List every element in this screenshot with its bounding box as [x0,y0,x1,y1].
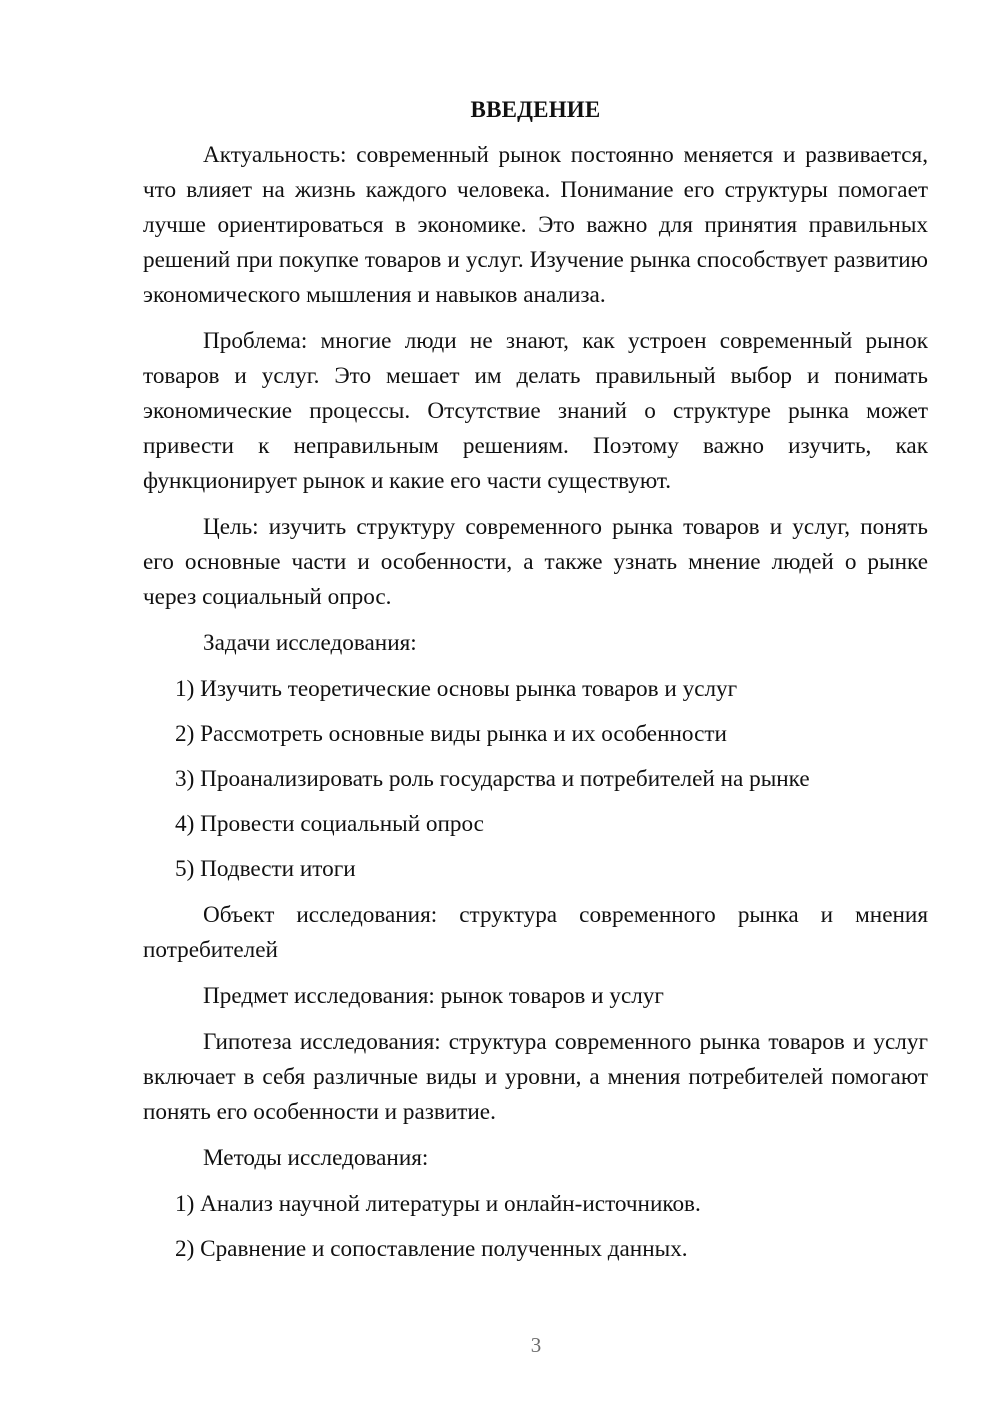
page-number: 3 [530,1333,542,1357]
list-item: 1) Анализ научной литературы и онлайн-источников. [175,1191,701,1217]
object-paragraph: Объект исследования: структура современного рынка и мнения потребителей [143,902,928,963]
tasks-list [143,672,928,887]
relevance-paragraph: Актуальность: современный рынок постоянно меняется и развивается, что влияет на жизнь каждого человека. Понимание его структуры помогает лучше ориентироваться в экономике. Это важно для принятия правильных решений при покупке товаров и услуг. Изучение рынка способствует развитию экономического мышления и навыков анализа. [143,142,928,308]
methods-heading: Методы исследования: [203,1145,429,1171]
list-item: 1) Изучить теоретические основы рынка товаров и услуг [175,676,738,702]
list-item: 2) Рассмотреть основные виды рынка и их особенности [175,721,727,747]
hypothesis-paragraph: Гипотеза исследования: структура современного рынка товаров и услуг включает в себя различные виды и уровни, а мнения потребителей помогают понять его особенности и развитие. [143,1029,928,1125]
list-item: 3) Проанализировать роль государства и потребителей на рынке [175,766,810,792]
page-content [143,94,928,1278]
tasks-heading: Задачи исследования: [203,630,417,656]
page-title: ВВЕДЕНИЕ [470,97,601,122]
methods-list [143,1187,928,1267]
list-item: 4) Провести социальный опрос [175,811,484,837]
goal-paragraph: Цель: изучить структуру современного рынка товаров и услуг, понять его основные части и особенности, а также узнать мнение людей о рынке через социальный опрос. [143,514,928,610]
list-item: 2) Сравнение и сопоставление полученных данных. [175,1236,688,1262]
subject-paragraph: Предмет исследования: рынок товаров и услуг [203,983,664,1009]
problem-paragraph: Проблема: многие люди не знают, как устроен современный рынок товаров и услуг. Это мешает им делать правильный выбор и понимать экономические процессы. Отсутствие знаний о структуре рынка может привести к неправильным решениям. Поэтому важно изучить, как функционирует рынок и какие его части существуют. [143,328,928,494]
list-item: 5) Подвести итоги [175,856,356,882]
